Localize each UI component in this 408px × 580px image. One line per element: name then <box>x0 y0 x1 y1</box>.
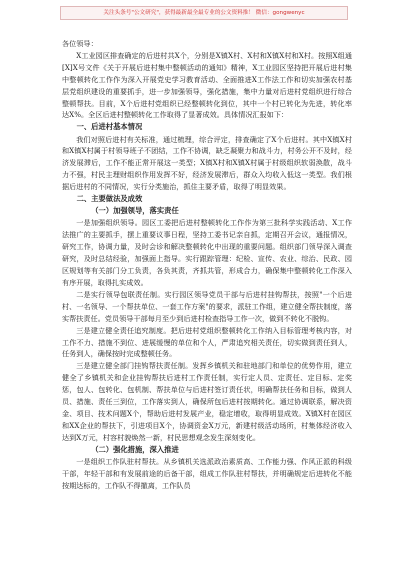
section-heading-1: 一、后进村基本情况 <box>76 122 143 132</box>
sub2-paragraph-1: 一是组织工作队驻村帮扶。从乡镇机关选派政治素质高、工作能力强、作风正派的科级干部，年轻干部和有发展前途的后备干部，组成工作队驻村帮扶，并明确规定后进转化不能按期达标的，工作队不得撤离，工作队员 <box>62 456 352 490</box>
section-heading-2: 二、主要做法及成效 <box>76 194 143 204</box>
sub1-paragraph-2: 二是实行领导包联责任制。实行园区领导党员干部与后进村挂钩帮扶，按照"一个后进村、一名领导、一个帮扶单位、一套工作方案"的要求，派驻工作组，建立健全帮扶制度，落实帮扶责任。党员领导干部每月至少到后进村检查指导工作一次，做到不转化不脱钩。 <box>62 289 352 323</box>
sub1-paragraph-3: 三是建立健全责任追究制度。把后进村党组织整顿转化工作纳入目标管理考核内容，对工作不力、措施不到位、进展缓慢的单位和个人，严肃追究相关责任，切实做到责任到人，任务到人，确保按时完成整顿任务。 <box>62 325 352 359</box>
top-banner: 关注头条号"公文研究"，获得最新最全最专业的公文资料推！ 微信：gongwenyc <box>60 6 348 20</box>
document-body <box>62 38 352 492</box>
subsection-heading-1: （一）加强领导，落实责任 <box>91 206 179 216</box>
subsection-heading-2: （二）强化措施，深入推进 <box>91 444 179 454</box>
intro-paragraph: X工业园区排查确定的后进村共X个，分别是X镇X村、X村和X镇X村和X村。按照X组通[X]X号文件《关于开展后进村集中整顿活动的通知》精神，X工业园区坚持把开展后进村集中整顿转化工作作为深入开展党史学习教育活动、全面推进X工作法工作和切实加强农村基层党组织建设的重要抓手，进一步加强领导，强化措施，集中力量对后进村党组织进行综合整顿帮扶。目前，X个后进村党组织已经整顿转化到位，其中一个村已转化为先进，转化率达X%。全区后进村整顿转化工作取得了显著成效。具体情况汇报如下： <box>62 50 352 120</box>
section1-paragraph: 我们对照后进村有关标准，通过梳理，综合评定，排查确定了X个后进村。其中X镇X村和X镇X村属于村领导班子不团结，工作不协调，缺乏凝聚力和战斗力，村务公开不及时，经济发展滞后，工作不能正常开展这一类型；X镇X村和X镇X村属于村级组织软弱涣散，战斗力不强，村民主理财组织作用发挥不好，经济发展滞后，群众入均收入低这一类型。我们根据后进村的不同情况，实行分类施治，抓住主要矛盾，取得了明显效果。 <box>62 134 352 192</box>
sub1-paragraph-1: 一是加强组织领导。园区工委把后进村整顿转化工作作为第三批科学实践活动、X工作法推广的主要抓手，摆上重要议事日程，坚持工委书记亲自抓，定期召开会议，通报情况，研究工作，协调力量，及时会诊和解决整顿转化中出现的重要问题。组织部门领导深入调查研究，及时总结经验，加强面上指导。实行跟踪管理：纪检、宣传、农业、综治、民政、园区规划等有关部门分工负责，各负其责，齐抓共管，形成合力，确保集中整顿转化工作深入有序开展，取得扎实成效。 <box>62 218 352 288</box>
sub1-paragraph-4: 三是建立健全部门挂钩帮扶责任制。发挥乡镇机关和驻地部门和单位的优势作用，建立健全了乡镇机关和企业挂钩帮扶后进村工作责任制，实行定人员、定责任、定目标、定奖惩，包人、包转化、包机制、帮扶单位与后进村签订责任状，明确帮扶任务和目标，做到人员、措施、责任三到位，工作落实到人，确保所包后进村按期转化。通过协调联系，解决资金、项目、技术问题X个，帮助后进村发展产业，稳定增收，取得明显成效。X镇X村在园区和XX企业的帮扶下，引进项目X个，协调资金X万元，新建村级活动场所，村集体经济收入达到X万元，村容村貌焕然一新，村民思想观念发生深刻变化。 <box>62 361 352 442</box>
salutation: 各位领导： <box>62 39 98 48</box>
